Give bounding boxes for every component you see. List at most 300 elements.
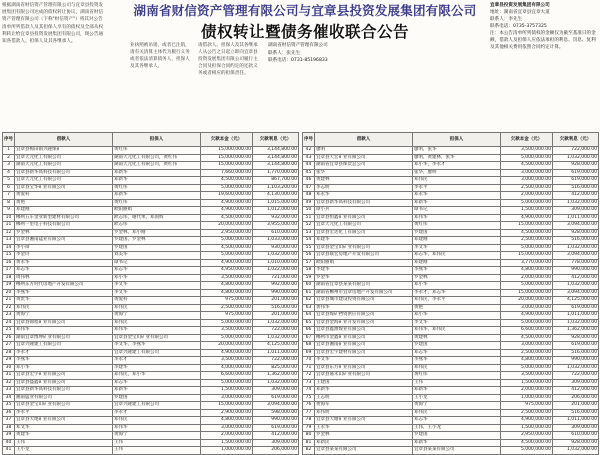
cell-borrower: 谭小兵: [315, 207, 413, 215]
cell-principal: 1,500,000.00: [201, 439, 253, 447]
cell-borrower: 湘南锰业有限公司: [15, 394, 113, 402]
cell-borrower: 王永华: [315, 424, 413, 432]
cell-interest: 1,032,000.00: [253, 252, 299, 260]
cell-principal: 15,000,000.00: [201, 162, 253, 170]
cell-interest: 1,103,200.00: [253, 184, 299, 192]
cell-guarantor: 罗金林: [413, 274, 501, 282]
cell-borrower: 宜章县嘉禾山矿业有限公司: [315, 372, 413, 380]
table-row: [303, 447, 599, 455]
cell-index: 75: [303, 394, 315, 402]
cell-index: 3: [3, 162, 15, 170]
cell-index: 67: [303, 334, 315, 342]
cell-interest: 309,000.00: [553, 424, 599, 432]
cell-principal: 2,500,000.00: [501, 184, 553, 192]
cell-index: 54: [303, 237, 315, 245]
cell-interest: 1,032,000.00: [553, 199, 599, 207]
cell-guarantor: 李永才: [113, 409, 201, 417]
cell-borrower: 湖南省宜章县某某有限公司: [315, 282, 413, 290]
contact-phone-label: 联系电话：: [268, 58, 291, 63]
assignee-phone-label: 联系电话：: [490, 24, 513, 29]
cell-principal: 3,000,000.00: [501, 177, 553, 185]
cell-index: 74: [303, 387, 315, 395]
cell-borrower: 湖南省宜章县煤炭总公司: [315, 162, 413, 170]
cell-guarantor: 谭书记: [413, 207, 501, 215]
intro-paragraph: 根据湖南省财信资产管理有限公司与宜章县投资发展集团有限公司达成的债权转让协议，湖南省财信资产管理有限公司（下称"财信资产"）将其对公告清单所列借款人及其担保人享有的债权及全部从权利转让给宜章县投资发展集团有限公司，现公告通知各借款人、担保人及其各继承人。: [2, 3, 104, 45]
table-row: [3, 162, 299, 170]
cell-guarantor: 罗建国: [413, 342, 501, 350]
cell-interest: 722,000.00: [253, 357, 299, 365]
cell-index: 58: [303, 267, 315, 275]
cell-interest: 867,700.00: [253, 177, 299, 185]
cell-principal: 4,500,000.00: [201, 214, 253, 222]
cell-guarantor: 邓伟民: [113, 319, 201, 327]
cell-principal: 5,000,000.00: [201, 237, 253, 245]
cell-principal: 15,000,000.00: [201, 402, 253, 410]
cell-interest: 516,000.00: [553, 409, 599, 417]
cell-guarantor: 黄建林: [413, 334, 501, 342]
cell-guarantor: 邓建刚: [413, 237, 501, 245]
cell-principal: 3,500,000.00: [201, 357, 253, 365]
cell-borrower: 黄永华: [15, 259, 113, 267]
cell-index: 57: [303, 259, 315, 267]
cell-interest: 928,000.00: [553, 439, 599, 447]
cell-principal: 4,500,000.00: [501, 334, 553, 342]
cell-interest: 598,000.00: [253, 409, 299, 417]
cell-borrower: 宜章县锦程矿业有限公司: [15, 319, 113, 327]
table-row: [3, 319, 299, 327]
table-row: [303, 259, 599, 267]
cell-principal: 5,000,000.00: [501, 364, 553, 372]
cell-index: 64: [303, 312, 315, 320]
cell-guarantor: 李永才，邓志华: [413, 289, 501, 297]
cell-borrower: 罗金林: [315, 432, 413, 440]
cell-principal: 3,000,000.00: [501, 169, 553, 177]
cell-guarantor: 欧志伟，谢代果，邓国辉: [113, 214, 201, 222]
cell-index: 52: [303, 222, 315, 230]
cell-interest: 610,000.00: [253, 229, 299, 237]
cell-interest: 1,362,000.00: [553, 327, 599, 335]
cell-interest: 932,000.00: [253, 214, 299, 222]
cell-interest: 722,000.00: [553, 147, 599, 155]
table-row: [3, 439, 299, 447]
cell-index: 24: [3, 319, 15, 327]
cell-borrower: 宜章县湘南矿业有限公司: [315, 342, 413, 350]
table-row: [303, 372, 599, 380]
cell-interest: 3,094,000.00: [553, 289, 599, 297]
contact-phone: 0731-85196833: [290, 58, 328, 63]
cell-borrower: 宜章县宏宇建材有限公司: [315, 349, 413, 357]
cell-interest: 1,011,000.00: [553, 417, 599, 425]
cell-guarantor: 黄红伟: [413, 372, 501, 380]
assignee-address: 湖南省宜章县宜章大道: [503, 10, 550, 15]
cell-index: 28: [3, 349, 15, 357]
cell-guarantor: 廖明，张华: [413, 147, 501, 155]
cell-borrower: 宜章县鑫源煤业有限公司: [315, 327, 413, 335]
cell-borrower: 宜章县大地矿业有限公司: [15, 417, 113, 425]
cell-interest: 619,000.00: [553, 342, 599, 350]
cell-borrower: 湖南天元化工有限公司: [15, 162, 113, 170]
cell-interest: 309,000.00: [253, 387, 299, 395]
cell-borrower: 王伟: [15, 439, 113, 447]
table-row: [303, 432, 599, 440]
cell-borrower: 宜章县煤矿物资供应有限公司: [315, 312, 413, 320]
cell-guarantor: 罗建国: [413, 229, 501, 237]
table-row: [3, 229, 299, 237]
cell-index: 47: [303, 184, 315, 192]
table-row: [3, 364, 299, 372]
cell-index: 19: [3, 282, 15, 290]
cell-interest: 778,000.00: [553, 259, 599, 267]
cell-principal: 3,500,000.00: [201, 327, 253, 335]
cell-index: 70: [303, 357, 315, 365]
cell-interest: 1,032,000.00: [553, 319, 599, 327]
cell-borrower: 黄海军: [315, 402, 413, 410]
cell-index: 22: [3, 304, 15, 312]
cell-interest: 1,032,000.00: [253, 334, 299, 342]
table-row: [303, 252, 599, 260]
cell-borrower: 宜章县大塘矿业有限公司: [315, 417, 413, 425]
table-row: [303, 274, 599, 282]
table-row: [303, 162, 599, 170]
cell-borrower: 李文华: [315, 357, 413, 365]
cell-borrower: 湖南省郴州市宜章房地产开发有限公司: [315, 289, 413, 297]
cell-borrower: 李永才: [15, 349, 113, 357]
cell-index: 15: [3, 252, 15, 260]
cell-borrower: 邓小华: [15, 364, 113, 372]
table-row: [303, 199, 599, 207]
table-row: [3, 214, 299, 222]
cell-principal: 20,000,000.00: [501, 297, 553, 305]
cell-guarantor: 邓新华: [113, 177, 201, 185]
cell-guarantor: 罗建国: [113, 394, 201, 402]
cell-interest: 1,032,000.00: [253, 319, 299, 327]
cell-guarantor: 邓永华: [413, 192, 501, 200]
cell-guarantor: 李文华: [113, 282, 201, 290]
cell-index: 69: [303, 349, 315, 357]
cell-index: 25: [3, 327, 15, 335]
cell-index: 42: [303, 147, 315, 155]
cell-guarantor: 李燕华: [413, 267, 501, 275]
contact-person: 张先生: [286, 50, 301, 56]
table-row: [303, 342, 599, 350]
cell-principal: 5,000,000.00: [201, 252, 253, 260]
table-row: [303, 364, 599, 372]
cell-principal: 4,800,000.00: [201, 417, 253, 425]
cell-index: 13: [3, 237, 15, 245]
cell-guarantor: 邓志华: [113, 267, 201, 275]
table-row: [303, 154, 599, 162]
table-row: [3, 259, 299, 267]
cell-guarantor: 黄海宁: [113, 312, 201, 320]
cell-index: 4: [3, 169, 15, 177]
cell-interest: 990,000.00: [553, 357, 599, 365]
cell-borrower: 宜章县新华高科技有限公司: [15, 387, 113, 395]
table-row: [303, 319, 599, 327]
body-column-2: 请借款人、担保人及其各继承人从公告之日起立即向宜章县投资发展集团有限公司履行主合同及担保合同约定的还款义务或者相应的担保责任。: [198, 43, 258, 77]
table-row: [303, 222, 599, 230]
cell-interest: 928,000.00: [553, 162, 599, 170]
cell-borrower: 黄建林: [315, 177, 413, 185]
cell-index: 45: [303, 169, 315, 177]
cell-index: 16: [3, 259, 15, 267]
cell-interest: 1,011,000.00: [553, 214, 599, 222]
title-line-companies: 湖南省财信资产管理有限公司与宜章县投资发展集团有限公司: [133, 3, 477, 18]
cell-borrower: 黄海宁: [15, 312, 113, 320]
cell-guarantor: 邓伟民: [413, 409, 501, 417]
cell-principal: 4,900,000.00: [501, 312, 553, 320]
cell-guarantor: 邓志华: [413, 349, 501, 357]
cell-interest: 206,000.00: [553, 394, 599, 402]
cell-index: 72: [303, 372, 315, 380]
cell-guarantor: 黄红伟: [113, 199, 201, 207]
cell-interest: 516,000.00: [553, 349, 599, 357]
cell-principal: 6,600,000.00: [501, 327, 553, 335]
cell-interest: 619,000.00: [553, 169, 599, 177]
table-row: [3, 267, 299, 275]
cell-index: 77: [303, 409, 315, 417]
cell-index: 71: [303, 364, 315, 372]
cell-principal: 3,770,000.00: [501, 259, 553, 267]
cell-principal: 5,000,000.00: [501, 244, 553, 252]
cell-guarantor: 宜章县某某有限公司: [413, 447, 501, 455]
cell-guarantor: 邓建刚: [413, 259, 501, 267]
table-row: [3, 334, 299, 342]
cell-borrower: 邓建刚: [15, 207, 113, 215]
cell-index: 36: [3, 409, 15, 417]
cell-borrower: 邓永华: [315, 192, 413, 200]
table-row: [303, 184, 599, 192]
cell-guarantor: 邓伟民，李永平: [413, 297, 501, 305]
header-index: 序号: [3, 133, 15, 147]
table-row: [3, 169, 299, 177]
header-borrower: 借款人: [315, 133, 413, 147]
cell-principal: 2,500,000.00: [501, 237, 553, 245]
cell-principal: 4,900,000.00: [201, 199, 253, 207]
cell-principal: 975,000.00: [201, 312, 253, 320]
assignee-note: 注：本公告清单所列债权的金额仅为截至基准日的金额，借款人及担保人应依法承担的利息、罚息、复利及其他相关费用依照合同约定计算。: [490, 31, 596, 50]
cell-borrower: 李志明: [315, 184, 413, 192]
cell-principal: 2,900,000.00: [201, 409, 253, 417]
cell-borrower: 郴州一里电子科技有限公司: [15, 222, 113, 230]
header-guarantor: 担保人: [413, 133, 501, 147]
table-row: [3, 432, 299, 440]
cell-index: 43: [303, 154, 315, 162]
cell-principal: 5,000,000.00: [501, 282, 553, 290]
cell-principal: 4,800,000.00: [201, 282, 253, 290]
cell-guarantor: 罗建国，罗金林: [113, 237, 201, 245]
cell-index: 12: [3, 229, 15, 237]
cell-interest: 1,032,000.00: [553, 282, 599, 290]
cell-guarantor: 黄艳: [413, 304, 501, 312]
cell-index: 2: [3, 154, 15, 162]
cell-borrower: 罗金林: [15, 229, 113, 237]
cell-guarantor: 邓小华: [113, 274, 201, 282]
table-row: [303, 237, 599, 245]
cell-borrower: 宜章县宏达化工有限公司: [315, 229, 413, 237]
cell-borrower: 宜章县湘南锰业有限公司: [15, 237, 113, 245]
cell-guarantor: 邓新华: [113, 192, 201, 200]
cell-borrower: 王志明: [315, 394, 413, 402]
cell-index: 79: [303, 424, 315, 432]
cell-borrower: 黄爱科: [15, 192, 113, 200]
table-row: [303, 349, 599, 357]
cell-interest: 619,000.00: [553, 304, 599, 312]
cell-guarantor: 邓新华: [413, 199, 501, 207]
cell-index: 29: [3, 357, 15, 365]
cell-interest: 722,000.00: [253, 327, 299, 335]
cell-borrower: 邓志华: [15, 267, 113, 275]
table-row: [3, 289, 299, 297]
table-row: [3, 244, 299, 252]
cell-guarantor: 黄红伟: [413, 222, 501, 230]
cell-index: 34: [3, 394, 15, 402]
table-row: [303, 327, 599, 335]
cell-index: 68: [303, 342, 315, 350]
cell-principal: 3,500,000.00: [201, 274, 253, 282]
cell-principal: 1,500,000.00: [501, 379, 553, 387]
table-row: [3, 297, 299, 305]
cell-principal: 2,500,000.00: [501, 349, 553, 357]
cell-index: 78: [303, 417, 315, 425]
table-row: [303, 169, 599, 177]
cell-guarantor: 李建华: [113, 364, 201, 372]
cell-principal: 4,950,000.00: [201, 267, 253, 275]
cell-principal: 2,950,000.00: [201, 229, 253, 237]
table-row: [3, 372, 299, 380]
cell-interest: 1,770,000.00: [253, 169, 299, 177]
table-row: [303, 192, 599, 200]
cell-borrower: 周伟林: [15, 274, 113, 282]
cell-interest: 3,094,000.00: [253, 402, 299, 410]
cell-principal: 1,500,000.00: [501, 207, 553, 215]
cell-principal: 4,900,000.00: [501, 417, 553, 425]
cell-index: 26: [3, 334, 15, 342]
cell-principal: 4,900,000.00: [201, 349, 253, 357]
cell-index: 65: [303, 319, 315, 327]
cell-principal: 5,000,000.00: [501, 154, 553, 162]
cell-guarantor: 李文华，李燕华: [113, 342, 201, 350]
header-borrower: 借款人: [15, 133, 113, 147]
cell-guarantor: 邓新华: [113, 169, 201, 177]
cell-guarantor: 欧阳丽娟: [113, 207, 201, 215]
header-guarantor: 担保人: [113, 133, 201, 147]
cell-interest: 1,022,000.00: [253, 267, 299, 275]
table-row: [3, 409, 299, 417]
cell-interest: 309,000.00: [553, 207, 599, 215]
cell-index: 53: [303, 229, 315, 237]
table-header-row: [303, 133, 599, 147]
cell-interest: 1,011,000.00: [553, 312, 599, 320]
cell-guarantor: 罗建国: [413, 432, 501, 440]
body-column-1: 业执照被吊销，或者已注销，请有关清算主体代为履行义务或者依法清算债务人，担保人及其各继承人。: [130, 43, 190, 70]
cell-interest: 3,094,000.00: [553, 222, 599, 230]
cell-principal: 15,000,000.00: [201, 147, 253, 155]
cell-interest: 1,032,000.00: [253, 379, 299, 387]
cell-borrower: 宜章县金海矿业开发有限公司: [315, 319, 413, 327]
cell-guarantor: 王伟: [413, 379, 501, 387]
cell-borrower: 黄伟华: [315, 304, 413, 312]
cell-borrower: 欧阳丽娟: [315, 259, 413, 267]
cell-principal: 3,000,000.00: [501, 342, 553, 350]
cell-borrower: 宜章县联宏房地产开发有限公司: [315, 252, 413, 260]
cell-principal: 4,500,000.00: [501, 439, 553, 447]
cell-index: 56: [303, 252, 315, 260]
assignee-info-block: [490, 2, 598, 51]
cell-guarantor: 黄海宁: [113, 432, 201, 440]
table-row: [3, 447, 299, 455]
cell-guarantor: 张华，廖明: [413, 169, 501, 177]
cell-borrower: 邓文华: [15, 424, 113, 432]
header-principal: 欠款本金（元）: [201, 133, 253, 147]
table-row: [3, 387, 299, 395]
cell-guarantor: 王小龙: [413, 394, 501, 402]
cell-index: 31: [3, 372, 15, 380]
cell-principal: 975,000.00: [501, 402, 553, 410]
cell-guarantor: 李文华: [413, 319, 501, 327]
cell-principal: 6,600,000.00: [201, 372, 253, 380]
cell-index: 14: [3, 244, 15, 252]
table-row: [303, 387, 599, 395]
cell-interest: 1,010,000.00: [253, 259, 299, 267]
announcement-title: 债权转让暨债务催收联合公告: [200, 23, 409, 41]
cell-guarantor: 邓伟华: [113, 424, 201, 432]
cell-guarantor: 李永平: [413, 184, 501, 192]
cell-guarantor: 李文华: [413, 244, 501, 252]
table-row: [303, 229, 599, 237]
cell-guarantor: 湖南天元化工有限公司，黄红伟: [113, 154, 201, 162]
cell-interest: 4,125,000.00: [553, 297, 599, 305]
contact-block: [268, 42, 371, 65]
header-interest: 欠款利息（元）: [553, 133, 599, 147]
cell-interest: 1,362,000.00: [253, 372, 299, 380]
cell-guarantor: 王伟，王小龙: [413, 424, 501, 432]
cell-principal: 5,000,000.00: [201, 379, 253, 387]
cell-guarantor: 邓新华: [413, 387, 501, 395]
assignee-company: 宜章县投资发展集团有限公司: [490, 3, 550, 8]
cell-guarantor: 邓志华: [413, 417, 501, 425]
cell-interest: 930,000.00: [253, 244, 299, 252]
table-row: [303, 424, 599, 432]
cell-borrower: 黄艳: [15, 199, 113, 207]
cell-interest: 992,000.00: [253, 282, 299, 290]
cell-interest: 3,144,800.00: [253, 162, 299, 170]
cell-interest: 1,032,000.00: [553, 154, 599, 162]
cell-index: 76: [303, 402, 315, 410]
table-row: [3, 304, 299, 312]
header-interest: 欠款利息（元）: [253, 133, 299, 147]
cell-borrower: 宜章县某某有限公司: [315, 447, 413, 455]
cell-guarantor: 邓伟民: [413, 177, 501, 185]
assignee-person-label: 联系人：: [490, 17, 509, 22]
cell-principal: 20,000,000.00: [201, 222, 253, 230]
cell-principal: 4,900,000.00: [201, 207, 253, 215]
cell-index: 27: [3, 342, 15, 350]
cell-interest: 412,000.00: [553, 192, 599, 200]
cell-borrower: 宜章县城市建设投资有限公司: [315, 297, 413, 305]
cell-principal: 5,000,000.00: [201, 184, 253, 192]
cell-interest: 928,000.00: [553, 334, 599, 342]
cell-interest: 201,000.00: [553, 402, 599, 410]
cell-principal: 5,000,000.00: [501, 447, 553, 455]
cell-borrower: 宜章县恒鑫矿业有限公司: [315, 214, 413, 222]
table-row: [303, 379, 599, 387]
cell-guarantor: 廖明，黄建林，张华: [413, 154, 501, 162]
cell-guarantor: 湖南天元化工有限公司，黄红伟: [113, 162, 201, 170]
cell-guarantor: 李文华: [113, 289, 201, 297]
table-row: [3, 402, 299, 410]
cell-index: 62: [303, 297, 315, 305]
cell-principal: 2,000,000.00: [501, 192, 553, 200]
